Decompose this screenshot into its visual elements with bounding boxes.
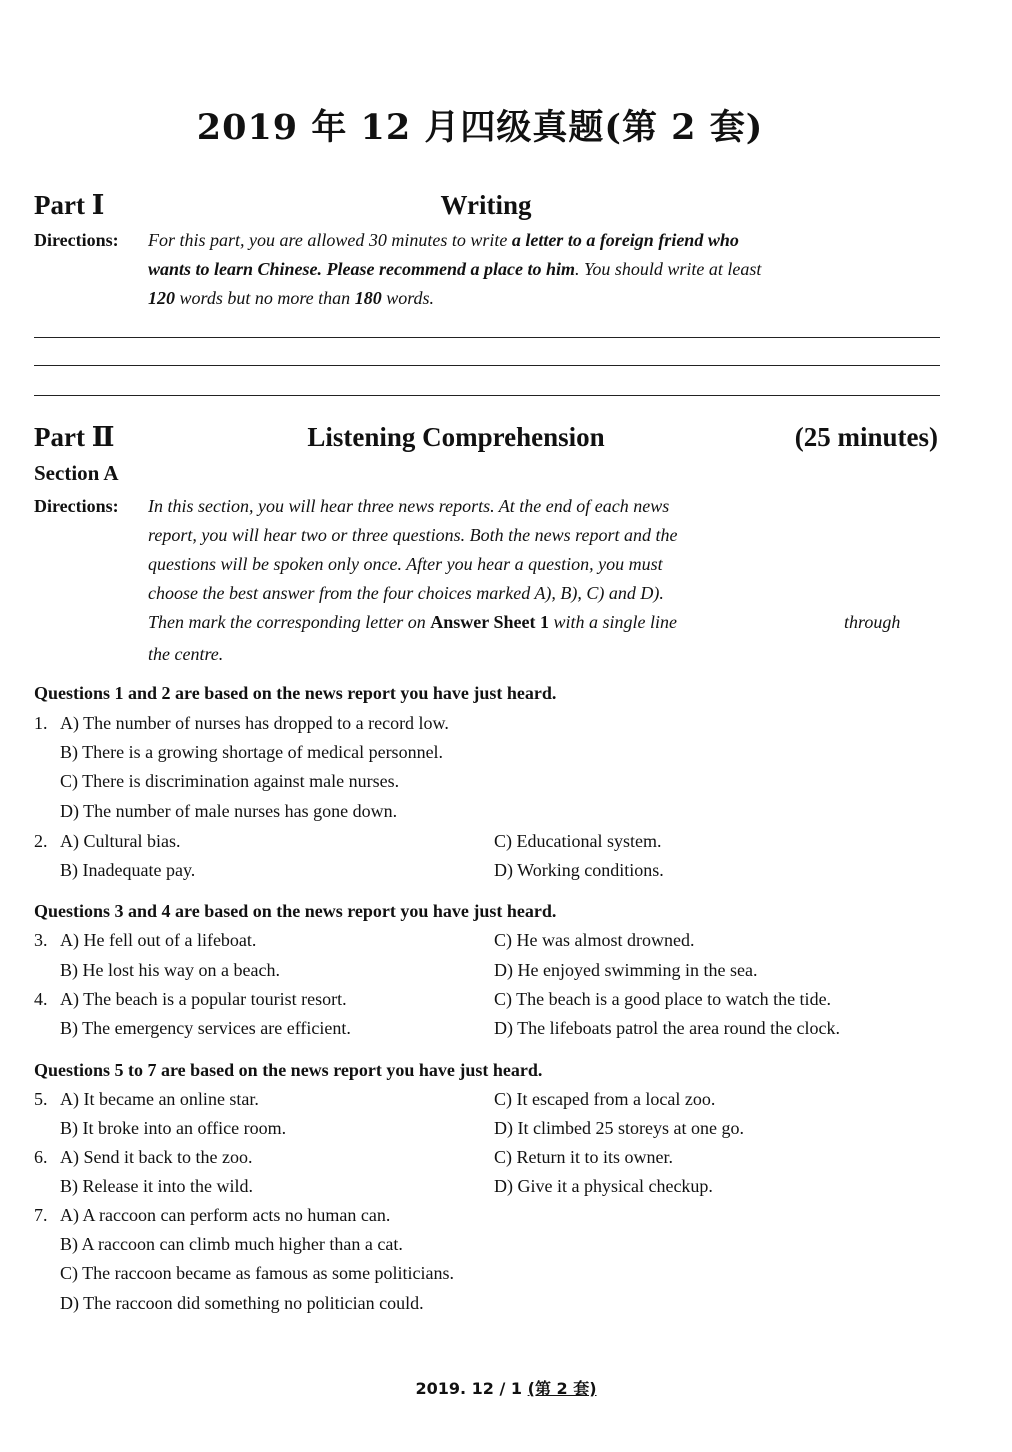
option: D) The lifeboats patrol the area round the clock. <box>494 1018 841 1038</box>
footer-page: / 1 <box>499 1379 528 1398</box>
dir-line: wants to learn Chinese. Please recommend a place to him. You should write at least <box>148 259 762 279</box>
option: B) He lost his way on a beach. <box>60 960 280 980</box>
dir-line: questions will be spoken only once. After you hear a question, you must <box>148 554 663 574</box>
question-number: 3. <box>34 930 48 950</box>
dir-line: 120 words but no more than 180 words. <box>148 288 435 308</box>
part2-header <box>34 422 938 456</box>
option: A) It became an online star. <box>60 1089 259 1109</box>
part1-label: Part Ⅰ <box>34 190 105 220</box>
part2-label: Part Ⅱ <box>34 422 115 452</box>
question-group-heading: Questions 5 to 7 are based on the news report you have just heard. <box>34 1060 543 1080</box>
option: D) Working conditions. <box>494 860 664 880</box>
question-group-heading: Questions 1 and 2 are based on the news report you have just heard. <box>34 683 557 703</box>
option: D) Give it a physical checkup. <box>494 1176 713 1196</box>
section-a-label: Section A <box>34 461 119 485</box>
option: A) Cultural bias. <box>60 831 181 851</box>
question-number: 6. <box>34 1147 48 1167</box>
option: C) He was almost drowned. <box>494 930 695 950</box>
part1-directions <box>34 226 944 316</box>
question-number: 4. <box>34 989 48 1009</box>
question-number: 5. <box>34 1089 48 1109</box>
footer-date: 2019. 12 <box>415 1379 494 1398</box>
option: C) Educational system. <box>494 831 662 851</box>
dir-line: In this section, you will hear three news reports. At the end of each news <box>148 496 670 516</box>
option: B) Release it into the wild. <box>60 1176 253 1196</box>
answer-rule <box>34 337 940 338</box>
page-footer <box>0 1376 1012 1399</box>
option: A) The number of nurses has dropped to a record low. <box>60 713 449 733</box>
directions-label: Directions: <box>34 496 119 516</box>
part1-name: Writing <box>440 190 532 220</box>
option: A) Send it back to the zoo. <box>60 1147 253 1167</box>
option: C) The beach is a good place to watch the tide. <box>494 989 832 1009</box>
dir-line: the centre. <box>148 644 224 664</box>
part1-header <box>34 190 938 224</box>
dir-line: choose the best answer from the four choices marked A), B), C) and D). <box>148 583 664 603</box>
option: B) It broke into an office room. <box>60 1118 287 1138</box>
part2-directions <box>34 492 944 672</box>
page-title: 2019 年 12 月四级真题(第 2 套) <box>196 107 764 148</box>
answer-rule <box>34 365 940 366</box>
option: B) The emergency services are efficient. <box>60 1018 351 1038</box>
question-number: 7. <box>34 1205 48 1225</box>
dir-line: report, you will hear two or three questions. Both the news report and the <box>148 525 678 545</box>
option: A) A raccoon can perform acts no human can. <box>60 1205 391 1225</box>
dir-line: For this part, you are allowed 30 minutes to write a letter to a foreign friend who <box>148 230 739 250</box>
option: D) The number of male nurses has gone down. <box>60 801 398 821</box>
question-number: 2. <box>34 831 48 851</box>
option: B) Inadequate pay. <box>60 860 196 880</box>
part2-name: Listening Comprehension <box>307 422 605 452</box>
question-number: 1. <box>34 713 48 733</box>
question-group-heading: Questions 3 and 4 are based on the news report you have just heard. <box>34 901 557 921</box>
option: A) The beach is a popular tourist resort. <box>60 989 347 1009</box>
answer-rule <box>34 395 940 396</box>
dir-line: Then mark the corresponding letter on Answer Sheet 1 with a single line through <box>148 612 901 632</box>
directions-label: Directions: <box>34 230 119 250</box>
option: B) There is a growing shortage of medical personnel. <box>60 742 444 762</box>
part2-time: (25 minutes) <box>794 422 938 452</box>
footer-set: (第 2 套) <box>527 1379 597 1398</box>
option: C) There is discrimination against male nurses. <box>60 771 400 791</box>
option: A) He fell out of a lifeboat. <box>60 930 257 950</box>
option: D) The raccoon did something no politician could. <box>60 1293 424 1313</box>
option: C) Return it to its owner. <box>494 1147 673 1167</box>
option: D) It climbed 25 storeys at one go. <box>494 1118 744 1138</box>
option: D) He enjoyed swimming in the sea. <box>494 960 758 980</box>
option: B) A raccoon can climb much higher than a cat. <box>60 1234 403 1254</box>
option: C) The raccoon became as famous as some politicians. <box>60 1263 455 1283</box>
option: C) It escaped from a local zoo. <box>494 1089 716 1109</box>
